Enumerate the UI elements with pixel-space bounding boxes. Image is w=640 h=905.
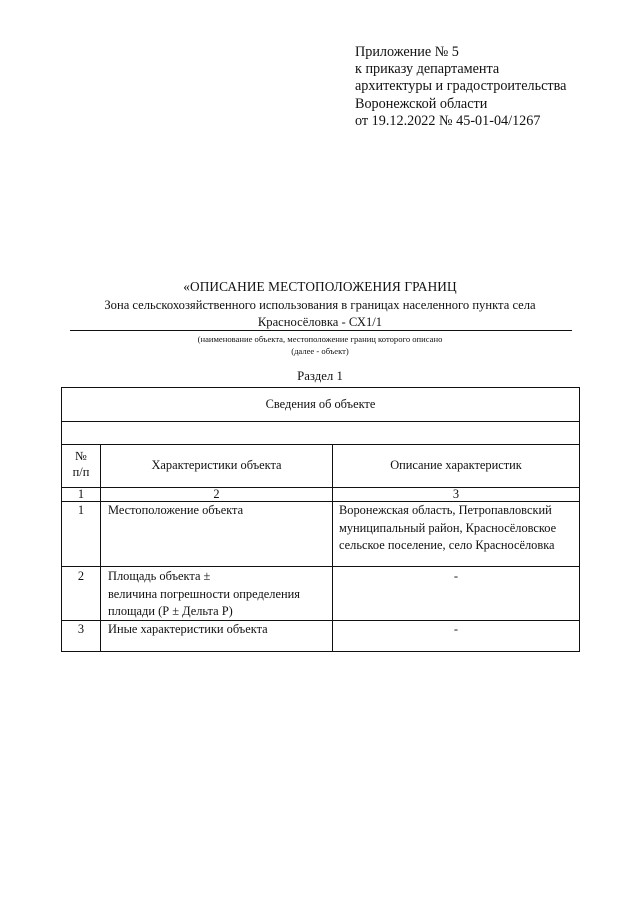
row-description-line: муниципальный район, Красносёловское xyxy=(339,520,557,535)
table-rule xyxy=(62,566,579,567)
caption-line: (наименование объекта, местоположение границ которого описано xyxy=(197,334,443,344)
col-header-no-line: № xyxy=(75,449,87,463)
document-subtitle xyxy=(60,297,580,330)
appendix-line: архитектуры и градостроительства xyxy=(355,78,567,95)
numbering-cell: 3 xyxy=(452,487,460,501)
appendix-line: Воронежской области xyxy=(355,95,488,112)
document-title: «ОПИСАНИЕ МЕСТОПОЛОЖЕНИЯ ГРАНИЦ xyxy=(183,279,457,294)
col-header-no-line: п/п xyxy=(72,465,90,479)
col-header-description: Описание характеристик xyxy=(390,458,522,472)
appendix-block xyxy=(355,44,625,130)
row-description: - xyxy=(453,569,459,583)
numbering-cell: 1 xyxy=(77,487,85,501)
subtitle-line: Зона сельскохозяйственного использования в границах населенного пункта села xyxy=(104,298,536,312)
table-rule xyxy=(62,444,579,445)
object-info-table xyxy=(61,387,580,652)
row-description-line: сельское поселение, село Красносёловка xyxy=(339,538,555,552)
row-characteristic: Местоположение объекта xyxy=(108,503,244,517)
table-rule xyxy=(332,444,333,651)
row-characteristic xyxy=(108,568,330,621)
appendix-line: от 19.12.2022 № 45-01-04/1267 xyxy=(355,112,541,129)
row-characteristic-line: площади (Р ± Дельта Р) xyxy=(108,604,233,618)
table-rule xyxy=(62,421,579,422)
table-heading: Сведения об объекте xyxy=(265,397,376,411)
caption-line: (далее - объект) xyxy=(291,346,349,356)
row-description: - xyxy=(453,622,459,636)
subtitle-line: Красносёловка - СХ1/1 xyxy=(257,314,383,329)
appendix-line: Приложение № 5 xyxy=(355,44,459,60)
title-caption xyxy=(0,333,640,357)
row-characteristic-line: величина погрешности определения xyxy=(108,586,300,601)
title-underline xyxy=(70,330,572,331)
col-header-no xyxy=(62,448,100,480)
row-characteristic: Иные характеристики объекта xyxy=(108,622,268,636)
row-number: 3 xyxy=(77,622,85,636)
row-characteristic-line: Площадь объекта ± xyxy=(108,569,211,583)
appendix-line: к приказу департамента xyxy=(355,61,500,78)
col-header-characteristics: Характеристики объекта xyxy=(151,458,282,472)
section-heading: Раздел 1 xyxy=(297,369,343,383)
row-number: 1 xyxy=(77,503,85,517)
row-description-line: Воронежская область, Петропавловский xyxy=(339,503,552,517)
row-description xyxy=(339,502,577,555)
table-rule xyxy=(100,444,101,651)
row-number: 2 xyxy=(77,569,85,583)
numbering-cell: 2 xyxy=(213,487,220,501)
